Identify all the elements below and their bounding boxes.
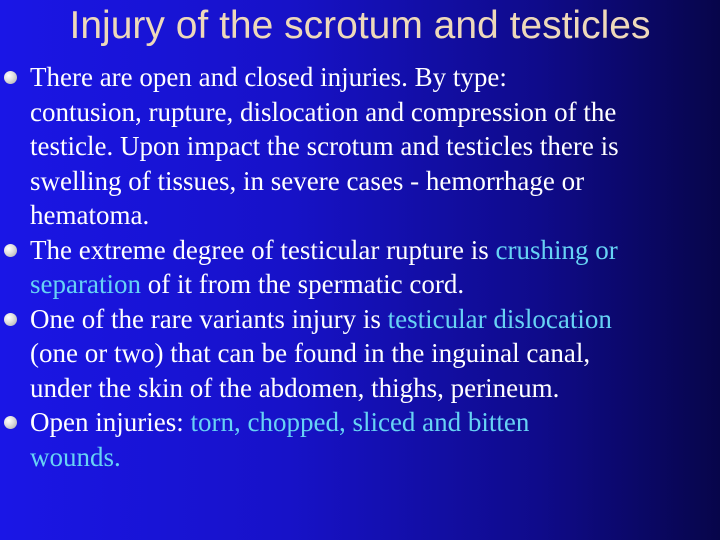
bullet-dot-icon — [4, 416, 17, 429]
slide-title: Injury of the scrotum and testicles — [69, 4, 651, 47]
bullet-line — [30, 267, 720, 302]
bullet-text: The extreme degree of testicular rupture is — [30, 234, 496, 265]
bullet-text: of it from the spermatic cord. — [140, 269, 465, 299]
bullet-list — [0, 60, 720, 474]
highlighted-term: separation — [30, 269, 141, 299]
bullet-line — [30, 440, 720, 475]
bullet-text: Open injuries: — [30, 407, 191, 437]
highlighted-term: torn, chopped, sliced and bitten — [190, 407, 530, 437]
bullet-line: under the skin of the abdomen, thighs, perineum. — [30, 372, 560, 403]
bullet-text: One of the rare variants injury is — [30, 303, 388, 334]
highlighted-term: wounds. — [30, 441, 121, 472]
bullet-line: swelling of tissues, in severe cases - hemorrhage or — [30, 165, 585, 196]
highlighted-term: testicular dislocation — [387, 303, 612, 334]
bullet-item-open-injuries — [0, 405, 720, 474]
bullet-line: (one or two) that can be found in the inguinal canal, — [30, 338, 591, 368]
bullet-line — [30, 302, 720, 337]
bullet-line: testicle. Upon impact the scrotum and testicles there is — [30, 131, 619, 161]
bullet-item-testicular-dislocation — [0, 302, 720, 406]
bullet-line: contusion, rupture, dislocation and compression of the — [30, 96, 617, 127]
bullet-item-testicular-rupture — [0, 233, 720, 302]
bullet-line — [30, 405, 720, 440]
bullet-item-injury-types — [0, 60, 720, 233]
bullet-line: There are open and closed injuries. By type: — [30, 62, 507, 92]
bullet-line — [30, 233, 720, 268]
bullet-dot-icon — [4, 71, 17, 84]
bullet-dot-icon — [4, 244, 17, 257]
highlighted-term: crushing or — [495, 234, 618, 265]
bullet-line: hematoma. — [30, 200, 150, 230]
bullet-dot-icon — [4, 313, 17, 326]
